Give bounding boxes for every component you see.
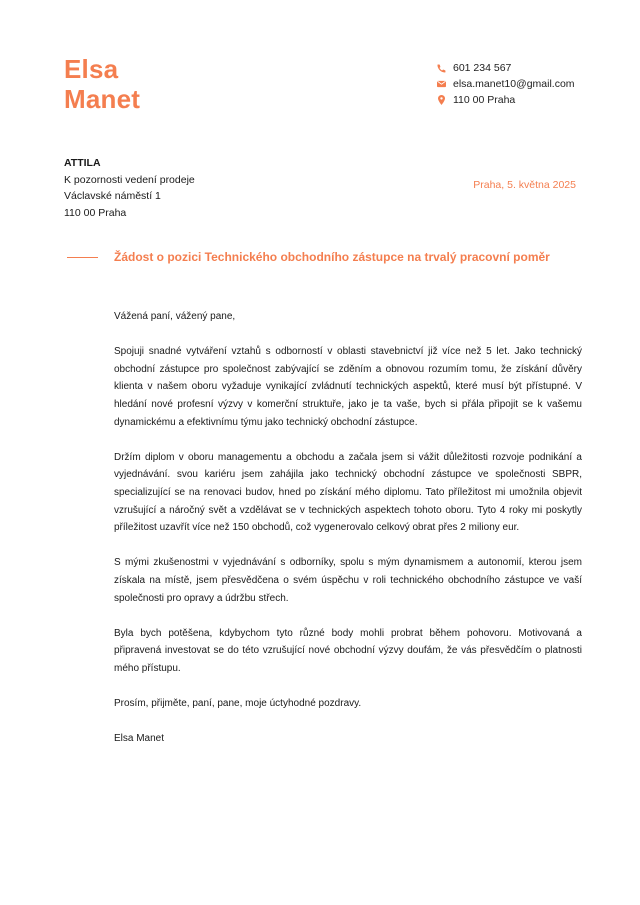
recipient-city: 110 00 Praha (64, 206, 127, 219)
subject-divider (67, 257, 98, 258)
closing: Prosím, přijměte, paní, pane, moje úctyhodné pozdravy. (114, 698, 362, 710)
paragraph-2: Držím diplom v oboru managementu a obchodu a začala jsem si vážit důležitosti rozvoje podnikání a vyjednávání. svou kariéru jsem zahájila jako technický obchodní zástupce ve společnosti SBPR, specializující se na renovaci budov, hned po získání mého diplomu. Tato příležitost mi umožnila objevit vzrušující a náročný svět a vzdělávat se v technických aspektech tohoto oboru. Tyto 4 roky mi poskytly příležitost uzavřít více než 150 obchodů, což vygenerovalo celkový obrat přes 2 miliony eur. (114, 451, 582, 534)
sender-last-name: Manet (64, 84, 141, 114)
address-city: 110 00 Praha (453, 94, 516, 106)
letter-body (114, 308, 582, 765)
contact-block (436, 60, 575, 108)
paragraph-4: Byla bych potěšena, kdybychom tyto různé body mohli probrat během pohovoru. Motivovaná a připravená investovat se do této vzrušující nové obchodní výzvy doufám, že vás přesvědčím o platnosti mého přístupu. (114, 627, 582, 674)
recipient-street: Václavské náměstí 1 (64, 190, 161, 202)
sender-name (64, 54, 140, 114)
contact-address (436, 92, 575, 108)
phone-number[interactable]: 601 234 567 (453, 62, 512, 74)
map-pin-icon (436, 95, 446, 105)
email-address[interactable]: elsa.manet10@gmail.com (453, 78, 575, 90)
recipient-attention: K pozornosti vedení prodeje (64, 173, 195, 186)
sender-first-name: Elsa (64, 54, 119, 84)
paragraph-3: S mými zkušenostmi v vyjednávání s odborníky, spolu s mým dynamismem a autonomií, kterou jsem získala na místě, jsem přesvědčena o svém úspěchu v roli technického obchodního zástupce ve vaší společnosti pro opravy a údržbu střech. (114, 557, 582, 604)
paragraph-1: Spojuji snadné vytváření vztahů s odborností v oblasti stavebnictví již více než 5 let. Jako technický obchodní zástupce pro společnost zabývající se zděním a obnovou rozumím tomu, že získání důvěry klienta v našem oboru vyžaduje vynikající zvládnutí technických aspektů, které musí být přístupné. V hledání nové profesní výzvy v komerční struktuře, jako je ta vaše, bych si přála připojit se k vašemu dynamickému a efektivnímu týmu jako technický obchodní zástupce. (114, 346, 582, 428)
contact-email (436, 76, 575, 92)
phone-icon (436, 63, 446, 73)
recipient-address (64, 155, 195, 221)
contact-phone (436, 60, 575, 76)
envelope-icon (436, 79, 446, 89)
recipient-company: ATTILA (64, 157, 101, 169)
letter-subject: Žádost o pozici Technického obchodního zástupce na trvalý pracovní poměr (114, 250, 550, 264)
salutation: Vážená paní, vážený pane, (114, 311, 236, 322)
letter-date: Praha, 5. května 2025 (473, 179, 576, 191)
signature: Elsa Manet (114, 733, 165, 745)
